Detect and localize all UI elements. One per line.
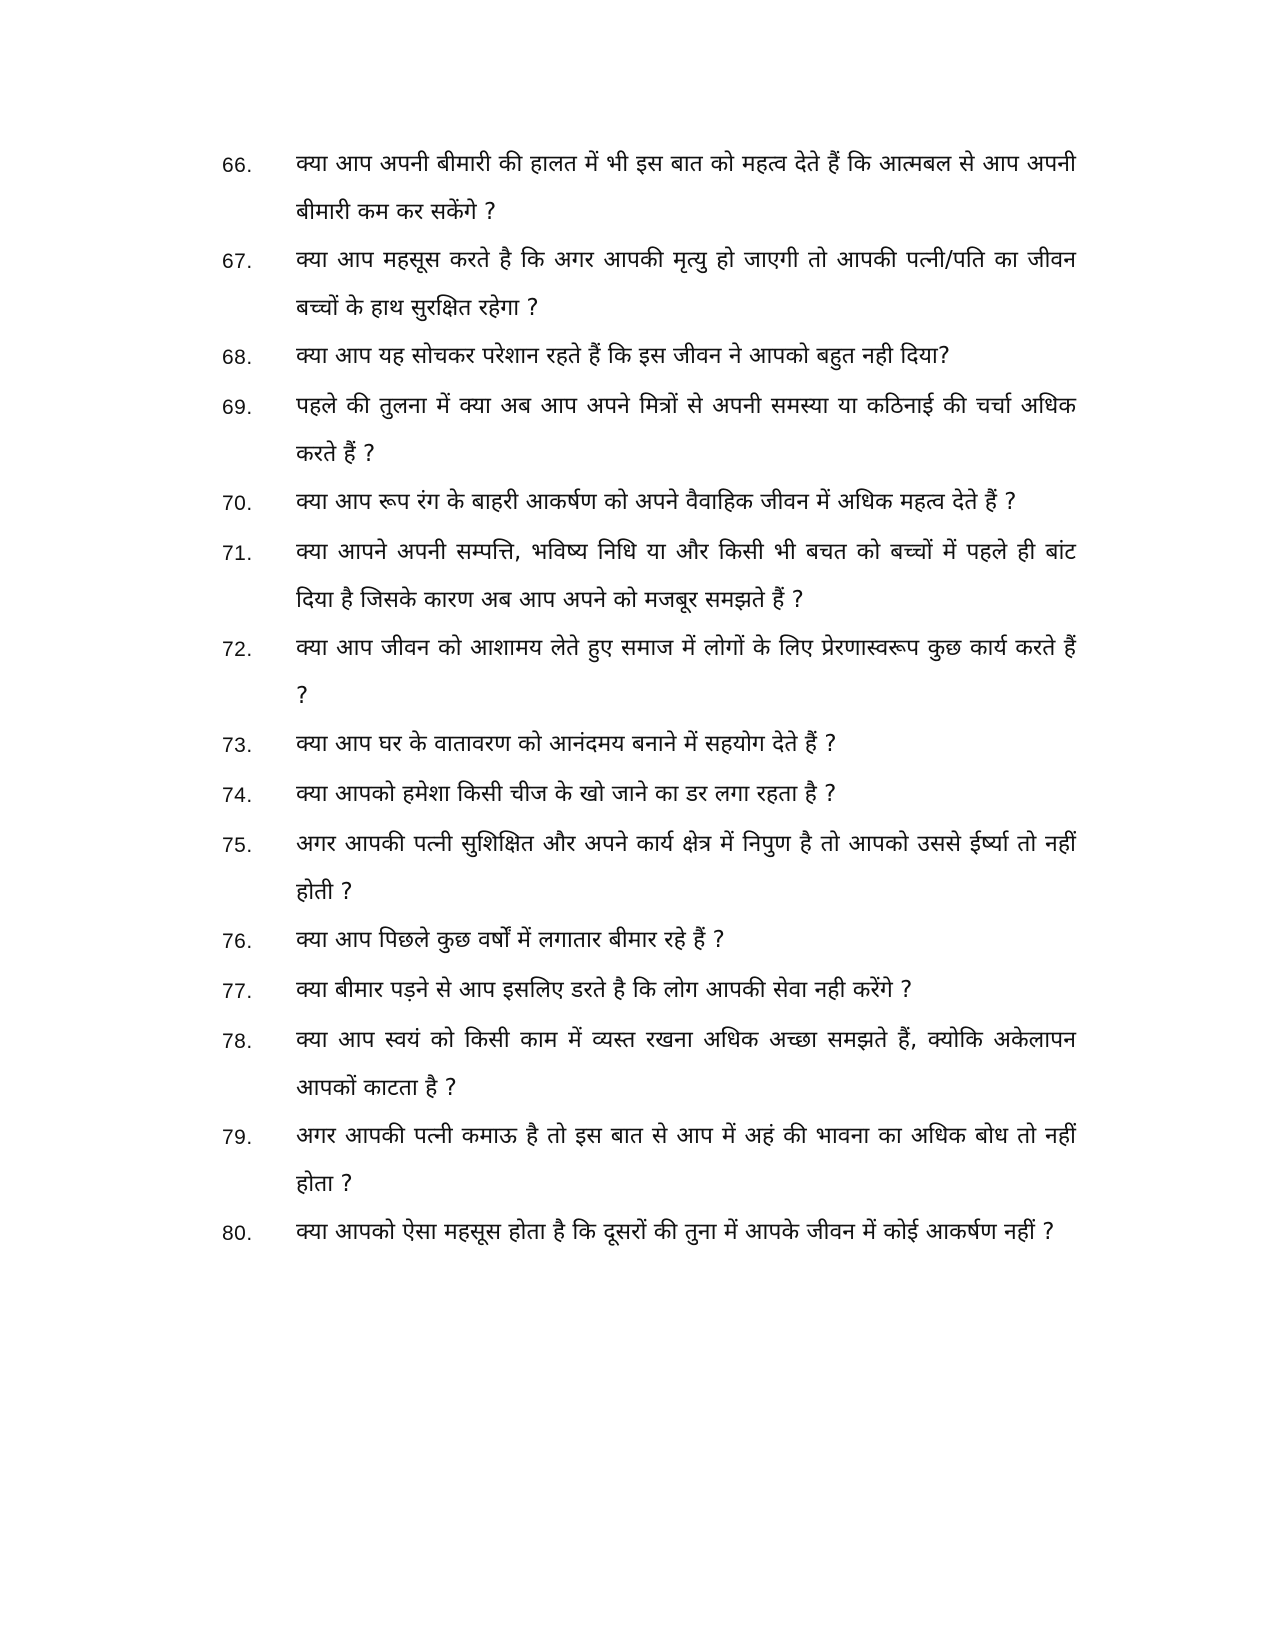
question-item (222, 916, 1082, 966)
question-item (222, 528, 1082, 624)
question-number: 78. (222, 1030, 253, 1053)
question-item (222, 1016, 1082, 1112)
question-item (222, 236, 1082, 332)
question-item (222, 332, 1082, 382)
question-item (222, 478, 1082, 528)
question-item (222, 382, 1082, 478)
question-number: 72. (222, 638, 253, 661)
question-number: 80. (222, 1222, 253, 1245)
question-text: क्या आप स्वयं को किसी काम में व्यस्त रखना अधिक अच्छा समझते हैं, क्योकि अकेलापन आपकों काटता है ? (296, 1027, 1076, 1101)
question-number: 75. (222, 834, 253, 857)
question-item (222, 1208, 1082, 1258)
question-item (222, 820, 1082, 916)
question-text: अगर आपकी पत्नी कमाऊ है तो इस बात से आप में अहं की भावना का अधिक बोध तो नहीं होता ? (296, 1123, 1076, 1197)
question-list (222, 140, 1082, 1258)
question-text: क्या आपको हमेशा किसी चीज के खो जाने का डर लगा रहता है ? (296, 781, 837, 807)
question-item (222, 770, 1082, 820)
question-text: क्या बीमार पड़ने से आप इसलिए डरते है कि लोग आपकी सेवा नही करेंगे ? (296, 977, 913, 1003)
question-text: क्या आप जीवन को आशामय लेते हुए समाज में लोगों के लिए प्रेरणास्वरूप कुछ कार्य करते हैं ? (296, 635, 1076, 709)
question-text: क्या आप रूप रंग के बाहरी आकर्षण को अपने वैवाहिक जीवन में अधिक महत्व देते हैं ? (296, 489, 1017, 515)
question-text: क्या आप यह सोचकर परेशान रहते हैं कि इस जीवन ने आपको बहुत नही दिया? (296, 343, 951, 369)
question-number: 70. (222, 492, 253, 515)
question-text: पहले की तुलना में क्या अब आप अपने मित्रों से अपनी समस्या या कठिनाई की चर्चा अधिक करते हैं ? (296, 393, 1076, 467)
question-number: 67. (222, 250, 253, 273)
question-number: 69. (222, 396, 253, 419)
question-text: क्या आप महसूस करते है कि अगर आपकी मृत्यु हो जाएगी तो आपकी पत्नी/पति का जीवन बच्चों के हाथ सुरक्षित रहेगा ? (296, 247, 1076, 321)
question-number: 74. (222, 784, 253, 807)
question-text: क्या आपको ऐसा महसूस होता है कि दूसरों की तुना में आपके जीवन में कोई आकर्षण नहीं ? (296, 1219, 1055, 1245)
question-number: 76. (222, 930, 253, 953)
question-item (222, 624, 1082, 720)
question-number: 79. (222, 1126, 253, 1149)
question-item (222, 1112, 1082, 1208)
question-number: 71. (222, 542, 253, 565)
question-text: क्या आप अपनी बीमारी की हालत में भी इस बात को महत्व देते हैं कि आत्मबल से आप अपनी बीमारी कम कर सकेंगे ? (296, 151, 1076, 225)
question-number: 77. (222, 980, 253, 1003)
question-item (222, 140, 1082, 236)
question-text: क्या आप घर के वातावरण को आनंदमय बनाने में सहयोग देते हैं ? (296, 731, 837, 757)
question-number: 68. (222, 346, 253, 369)
question-text: अगर आपकी पत्नी सुशिक्षित और अपने कार्य क्षेत्र में निपुण है तो आपको उससे ईर्ष्या तो नहीं होती ? (296, 831, 1076, 905)
question-number: 66. (222, 154, 253, 177)
question-text: क्या आपने अपनी सम्पत्ति, भविष्य निधि या और किसी भी बचत को बच्चों में पहले ही बांट दिया है जिसके कारण अब आप अपने को मजबूर समझते हैं ? (296, 539, 1076, 613)
question-item (222, 720, 1082, 770)
question-text: क्या आप पिछले कुछ वर्षों में लगातार बीमार रहे हैं ? (296, 927, 725, 953)
question-item (222, 966, 1082, 1016)
question-number: 73. (222, 734, 253, 757)
